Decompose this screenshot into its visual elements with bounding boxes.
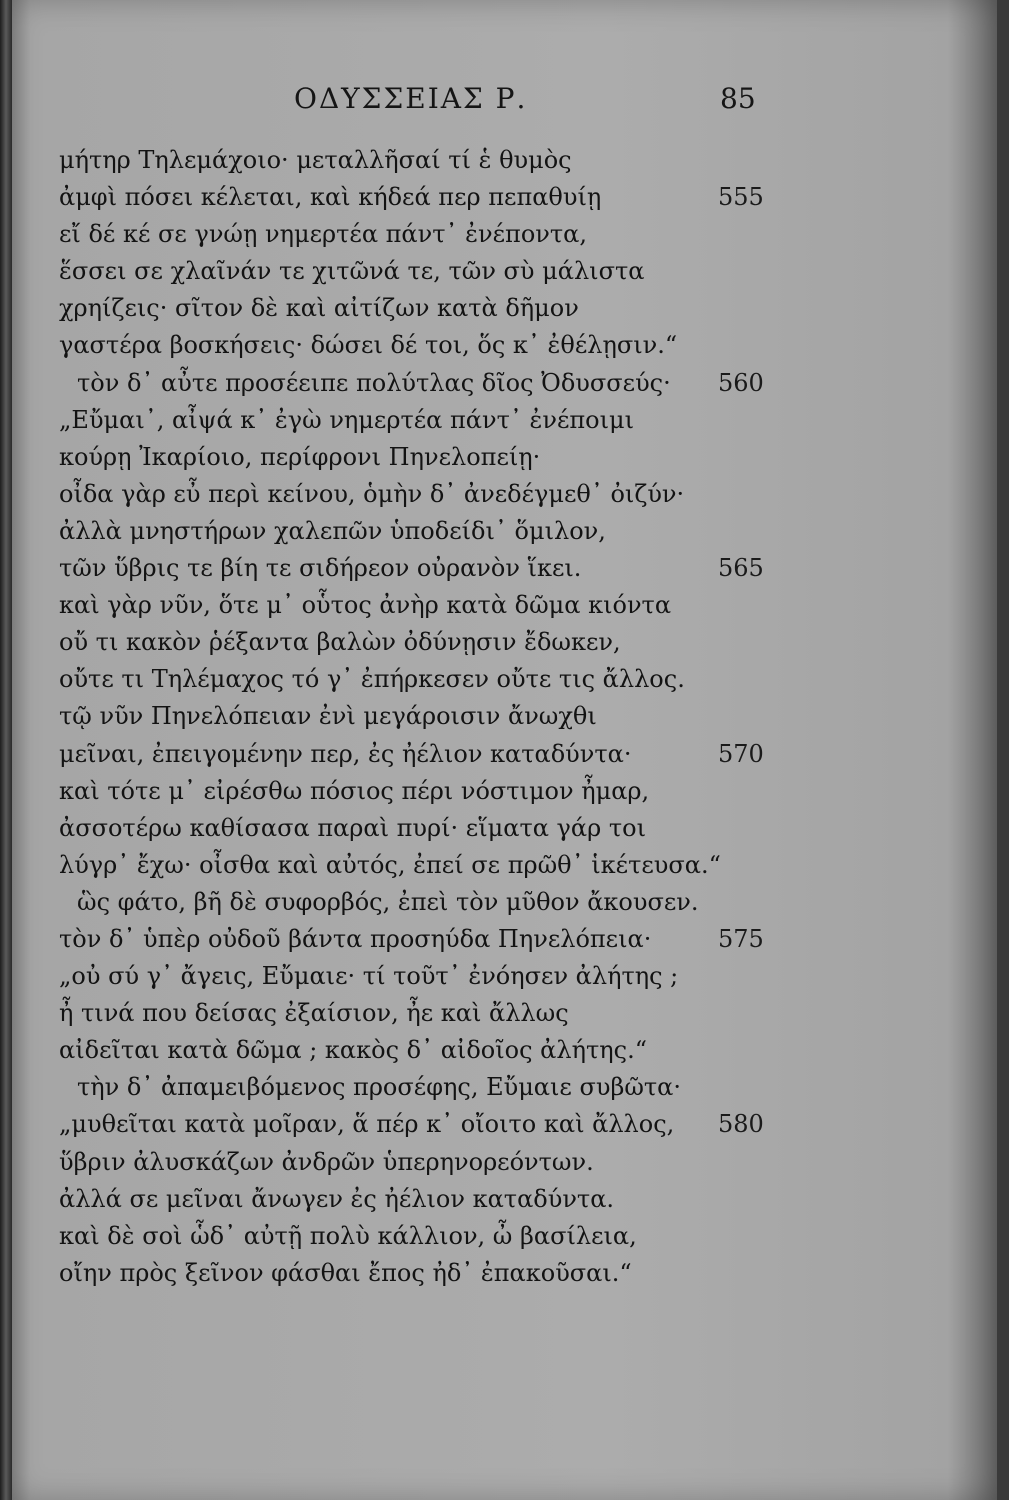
verse-text: τὴν δ᾽ ἀπαμειβόμενος προσέφης, Εὔμαιε συβῶτα· — [77, 1073, 681, 1102]
verse-text: ἦ τινά που δείσας ἐξαίσιον, ἦε καὶ ἄλλως — [59, 999, 569, 1028]
verse-text: αἰδεῖται κατὰ δῶμα ; κακὸς δ᾽ αἰδοῖος ἀλήτης.“ — [59, 1036, 647, 1065]
verse-line — [59, 253, 779, 290]
verse-text: ἀλλά σε μεῖναι ἄνωγεν ἐς ἠέλιον καταδύντα. — [59, 1184, 615, 1213]
page-header-title: ΟΔΥΣΣΕΙΑΣ Ρ. — [294, 82, 528, 115]
verse-text: κούρῃ Ἰκαρίοιο, περίφρονι Πηνελοπείῃ· — [59, 442, 541, 471]
verse-line — [59, 327, 779, 364]
verse-line — [59, 290, 779, 327]
verse-text: ὣς φάτο, βῆ δὲ συφορβός, ἐπεὶ τὸν μῦθον ἄκουσεν. — [77, 887, 699, 916]
verse-line — [59, 142, 779, 179]
verse-text: τῶν ὕβρις τε βίη τε σιδήρεον οὐρανὸν ἵκει. — [59, 554, 582, 583]
verse-text: ἀμφὶ πόσει κέλεται, καὶ κήδεά περ πεπαθυίῃ — [59, 183, 602, 212]
verse-line — [59, 698, 779, 735]
line-number: 575 — [718, 924, 764, 953]
verse-text: εἴ δέ κέ σε γνώῃ νημερτέα πάντ᾽ ἐνέποντα, — [59, 220, 587, 249]
verse-line — [59, 661, 779, 698]
verse-text: ἀλλὰ μνηστήρων χαλεπῶν ὑποδείδι᾽ ὅμιλον, — [59, 516, 606, 545]
verse-text: λύγρ᾽ ἔχω· οἶσθα καὶ αὐτός, ἐπεί σε πρῶθ᾽ ἱκέτευσα.“ — [59, 850, 721, 879]
verse-text: τὸν δ᾽ ὑπὲρ οὐδοῦ βάντα προσηύδα Πηνελόπεια· — [59, 924, 652, 953]
verse-text: οὔτε τι Τηλέμαχος τό γ᾽ ἐπήρκεσεν οὔτε τις ἄλλος. — [59, 665, 685, 694]
verse-line — [59, 1032, 779, 1069]
verse-line — [59, 1069, 779, 1106]
verse-line — [59, 921, 779, 958]
verse-text: „οὐ σύ γ᾽ ἄγεις, Εὔμαιε· τί τοῦτ᾽ ἐνόησεν ἀλήτης ; — [59, 962, 679, 991]
verse-line — [59, 884, 779, 921]
line-number: 555 — [718, 183, 764, 212]
book-gutter — [0, 0, 12, 1500]
verse-text: „Εὔμαι᾽, αἶψά κ᾽ ἐγὼ νημερτέα πάντ᾽ ἐνέποιμι — [59, 405, 635, 434]
verse-text: χρηίζεις· σῖτον δὲ καὶ αἰτίζων κατὰ δῆμον — [59, 294, 579, 323]
verse-line — [59, 439, 779, 476]
verse-text: οἴην πρὸς ξεῖνον φάσθαι ἔπος ἠδ᾽ ἐπακοῦσαι.“ — [59, 1258, 632, 1287]
verse-text: μεῖναι, ἐπειγομένην περ, ἐς ἠέλιον καταδύντα· — [59, 739, 632, 768]
verse-text: μήτηρ Τηλεμάχοιο· μεταλλῆσαί τί ἑ θυμὸς — [59, 146, 572, 174]
verse-line — [59, 402, 779, 439]
verse-text: οἶδα γὰρ εὖ περὶ κείνου, ὁμὴν δ᾽ ἀνεδέγμεθ᾽ ὀιζύν· — [59, 479, 685, 508]
verse-line — [59, 216, 779, 253]
verse-line — [59, 1181, 779, 1218]
verse-text: καὶ δὲ σοὶ ὧδ᾽ αὐτῇ πολὺ κάλλιον, ὦ βασίλεια, — [59, 1221, 637, 1250]
verse-line — [59, 550, 779, 587]
verse-line — [59, 476, 779, 513]
verse-line — [59, 958, 779, 995]
verse-line — [59, 810, 779, 847]
line-number: 560 — [718, 368, 764, 397]
verse-line — [59, 847, 779, 884]
verse-line — [59, 1218, 779, 1255]
page-number: 85 — [720, 82, 756, 115]
verse-line — [59, 179, 779, 216]
verse-line — [59, 513, 779, 550]
line-number: 570 — [718, 739, 764, 768]
verse-line — [59, 1106, 779, 1143]
verse-text: καὶ γὰρ νῦν, ὅτε μ᾽ οὗτος ἀνὴρ κατὰ δῶμα κιόντα — [59, 591, 672, 620]
verse-text: γαστέρα βοσκήσεις· δώσει δέ τοι, ὅς κ᾽ ἐθέλῃσιν.“ — [59, 331, 678, 360]
verse-line — [59, 773, 779, 810]
verse-line — [59, 1255, 779, 1292]
verse-line — [59, 587, 779, 624]
verse-text: τὸν δ᾽ αὖτε προσέειπε πολύτλας δῖος Ὀδυσσεύς· — [77, 368, 671, 397]
verse-text: ὕβριν ἀλυσκάζων ἀνδρῶν ὑπερηνορεόντων. — [59, 1147, 594, 1176]
verse-line — [59, 736, 779, 773]
verse-text: τῷ νῦν Πηνελόπειαν ἐνὶ μεγάροισιν ἄνωχθι — [59, 702, 597, 731]
verse-line — [59, 365, 779, 402]
verse-text: οὔ τι κακὸν ῥέξαντα βαλὼν ὀδύνῃσιν ἔδωκεν, — [59, 628, 621, 657]
verse-line — [59, 624, 779, 661]
verse-text: καὶ τότε μ᾽ εἰρέσθω πόσιος πέρι νόστιμον ἦμαρ, — [59, 776, 650, 805]
verse-text: ἀσσοτέρω καθίσασα παραὶ πυρί· εἵματα γάρ τοι — [59, 813, 646, 842]
verse-text: „μυθεῖται κατὰ μοῖραν, ἅ πέρ κ᾽ οἴοιτο καὶ ἄλλος, — [59, 1110, 675, 1139]
line-number: 565 — [718, 554, 764, 583]
book-page — [12, 0, 997, 1500]
verse-text: ἕσσει σε χλαῖνάν τε χιτῶνά τε, τῶν σὺ μάλιστα — [59, 257, 645, 286]
verse-text-block — [59, 142, 779, 1292]
verse-line — [59, 1144, 779, 1181]
line-number: 580 — [718, 1110, 764, 1139]
verse-line — [59, 995, 779, 1032]
